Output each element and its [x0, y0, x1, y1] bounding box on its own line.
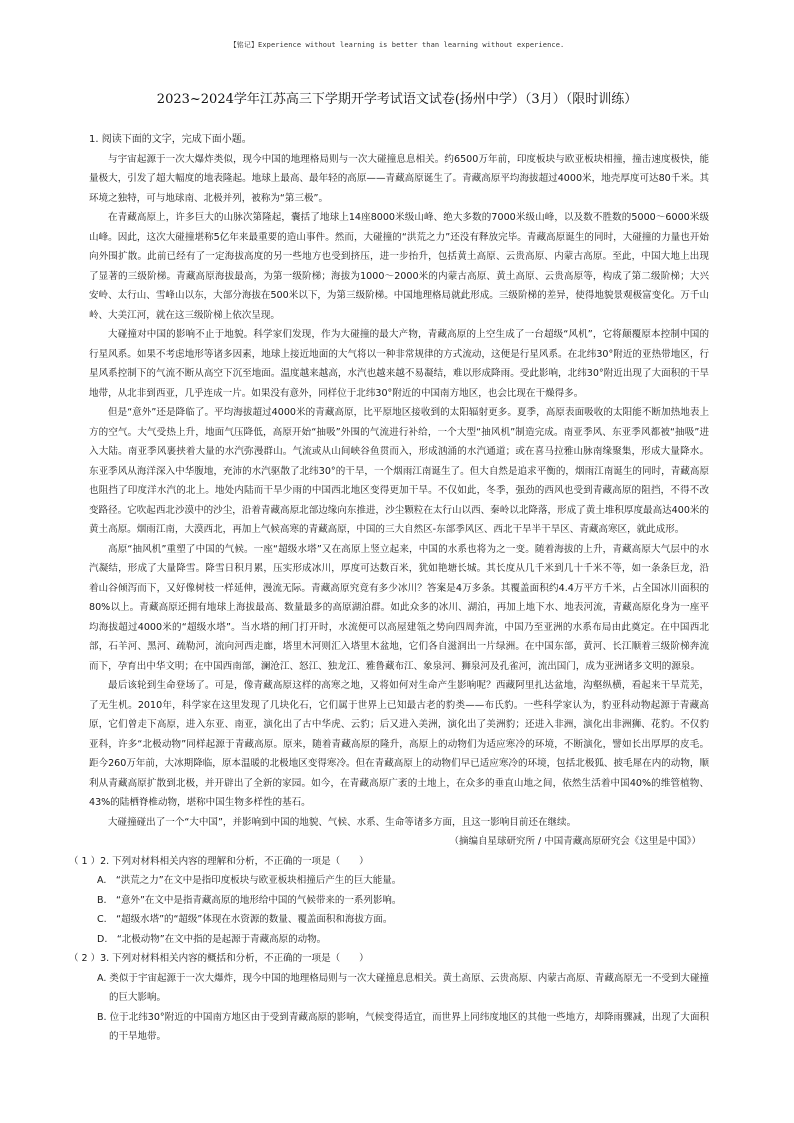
option-d[interactable]: D. “北极动物”在文中指的是起源于青藏高原的动物。: [97, 933, 327, 945]
option-list: [89, 969, 709, 1047]
passage-paragraph: 大碰撞碰出了一个“大中国”，并影响到中国的地貌、气候、水系、生命等诸多方面，且这一影响目前还在继续。: [108, 816, 577, 828]
reading-passage: [69, 130, 709, 1047]
option-a[interactable]: A. 类似于宇宙起源于一次大爆炸，现今中国的地理格局则与一次大碰撞息息相关。黄土高原、云贵高原、内蒙古高原、青藏高原无一不受到大碰撞的巨大影响。: [97, 972, 709, 1004]
subquestion: [69, 852, 709, 950]
passage-paragraph: 大碰撞对中国的影响不止于地貌。科学家们发现，作为大碰撞的最大产物，青藏高原的上空生成了一台超级“风机”，它将颠覆原本控制中国的行星风系。如果不考虑地形等诸多因素，地球上接近地面的大气将以一种非常规律的方式流动，这便是行星风系。在北纬30°附近的亚热带地区，行星风系控制下的气流不断从高空下沉至地面。温度越来越高，水汽也越来越不易凝结，难以形成降雨。受此影响，北纬30°附近出现了大面积的干旱地带，从北非到西亚，几乎连成一片。如果没有意外，同样位于北纬30°附近的中国南方地区，也会比现在干燥得多。: [89, 329, 709, 399]
page-title: 2023~2024学年江苏高三下学期开学考试语文试卷(扬州中学）（3月）（限时训练）: [156, 92, 638, 107]
passage-paragraph: 与宇宙起源于一次大爆炸类似，现今中国的地理格局则与一次大碰撞息息相关。约6500万年前，印度板块与欧亚板块相撞，撞击速度极快，能量极大，引发了超大幅度的地表隆起。地球上最高、最年轻的高原——青藏高原诞生了。青藏高原平均海拔超过4000米，地壳厚度可达80千米。其环境之独特，可与地球南、北极并列，被称为“第三极”。: [89, 153, 709, 204]
question-heading: 1. 阅读下面的文字，完成下面小题。: [89, 134, 252, 145]
option-list: [89, 871, 709, 949]
passage-source: （摘编自星球研究所 / 中国青藏高原研究会《这里是中国》）: [449, 836, 701, 848]
option-b[interactable]: B. “意外”在文中是指青藏高原的地形给中国的气候带来的一系列影响。: [97, 894, 402, 906]
subquestion: [69, 949, 709, 1047]
passage-paragraph: 在青藏高原上，许多巨大的山脉次第隆起，囊括了地球上14座8000米级山峰、绝大多数的7000米级山峰，以及数不胜数的5000～6000米级山峰。因此，这次大碰撞堪称5亿年来最重要的造山事件。然而，大碰撞的“洪荒之力”还没有释放完毕。青藏高原诞生的同时，大碰撞的力量也开始向外围扩散。此前已经有了一定海拔高度的另一些地方也受到挤压，进一步抬升，包括黄土高原、云贵高原、内蒙古高原。至此，中国大地上出现了显著的三级阶梯。青藏高原海拔最高，为第一级阶梯；海拔为1000～2000米的内蒙古高原、黄土高原、云贵高原等，构成了第二级阶梯；大兴安岭、太行山、雪峰山以东，大部分海拔在500米以下，为第三级阶梯。中国地理格局就此形成。三级阶梯的差异，使得地貌景观极富变化。万千山岭、大美江河，就在这三级阶梯上依次呈现。: [89, 212, 709, 321]
header-motto: 【铭记】Experience without learning is better than learning without experience.: [229, 41, 565, 49]
passage-paragraph: 最后该轮到生命登场了。可是，像青藏高原这样的高寒之地，又将如何对生命产生影响呢？西藏阿里扎达盆地，沟壑纵横，看起来干旱荒芜，了无生机。2010年，科学家在这里发现了几块化石，它们属于世界上已知最古老的豹类——布氏豹。一些科学家认为，豹亚科动物起源于青藏高原，它们曾走下高原，进入东亚、南亚，演化出了古中华虎、云豹；后又进入美洲，演化出了美洲豹；还进入非洲，演化出非洲狮、花豹。不仅豹亚科，许多“北极动物”同样起源于青藏高原。原来，随着青藏高原的隆升，高原上的动物们为适应寒冷的环境，不断演化，譬如长出厚厚的皮毛。距今260万年前，大冰期降临，原本温暖的北极地区变得寒冷。但在青藏高原上的动物们早已适应寒冷的环境，包括北极狐、披毛犀在内的动物，顺利从青藏高原扩散到北极，并开辟出了全新的家园。如今，在青藏高原广袤的土地上，在众多的垂直山地之间，依然生活着中国40%的维管植物、43%的陆栖脊椎动物，堪称中国生物多样性的基石。: [89, 680, 709, 809]
option-c[interactable]: C. “超级水塔”的“超级”体现在水资源的数量、覆盖面积和海拔方面。: [97, 914, 393, 926]
passage-paragraph: 高原“抽风机”重塑了中国的气候。一座“超级水塔”又在高原上竖立起来，中国的水系也将为之一变。随着海拔的上升，青藏高原大气层中的水汽凝结，形成了大量降雪。降雪日积月累，压实形成冰川，厚度可达数百米，犹如艳塘长城。其长度从几千米到几十千米不等，如一条条巨龙，沿着山谷倾泻而下，又好像树枝一样延伸，漫流无际。青藏高原究竟有多少冰川？答案是4万多条。其覆盖面积约4.4万平方千米，占全国冰川面积的80%以上。青藏高原还拥有地球上海拔最高、数量最多的高原湖泊群。如此众多的冰川、湖泊，再加上地下水、地表河流，青藏高原化身为一座平均海拔超过4000米的“超级水塔”。当水塔的闸门打开时，水流便可以高屋建瓴之势向四周奔流，中国乃至亚洲的水系布局由此奠定。在中国西北部，石羊河、黑河、疏勒河，流向河西走廊，塔里木河则汇入塔里木盆地，它们各自滋润出一片绿洲。在中国东部，黄河、长江顺着三级阶梯奔流而下，孕育出中华文明；在中国西南部，澜沧江、怒江、独龙江、雅鲁藏布江、象泉河、狮泉河及孔雀河，流出国门，成为亚洲诸多文明的源泉。: [89, 543, 709, 672]
option-b[interactable]: B. 位于北纬30°附近的中国南方地区由于受到青藏高原的影响，气候变得适宜，而世界上同纬度地区的其他一些地方，却降雨骤减，出现了大面积的干旱地带。: [97, 1011, 709, 1043]
option-a[interactable]: A. “洪荒之力”在文中是指印度板块与欧亚板块相撞后产生的巨大能量。: [97, 875, 402, 887]
subquestion-stem: （ 2 ）3. 下列对材料相关内容的概括和分析，不正确的一项是（ ）: [69, 953, 369, 965]
passage-paragraph: 但是“意外”还是降临了。平均海拔超过4000米的青藏高原，比平原地区接收到的太阳辐射更多。夏季，高原表面吸收的太阳能不断加热地表上方的空气。大气受热上升，地面气压降低，高原开始“抽吸”外围的气流进行补给，一个大型“抽风机”制造完成。南亚季风、东亚季风都被“抽吸”进入大陆。南亚季风裹挟着大量的水汽弥漫群山。气流或从山间峡谷鱼贯而入，形成汹涌的水汽通道；或在喜马拉雅山脉南缘聚集，形成大量降水。东亚季风从海洋深入中华腹地，充沛的水汽驱散了北纬30°的干旱，一个烟雨江南诞生了。但大自然是追求平衡的，烟雨江南诞生的同时，青藏高原也阻挡了印度洋水汽的北上。地处内陆而干旱少雨的中国西北地区变得更加干旱。不仅如此，冬季，强劲的西风也受到青藏高原的阻挡，不得不改变路径。它吹起西北沙漠中的沙尘，沿着青藏高原北部边缘向东推进，沙尘颗粒在太行山以西、秦岭以北降落，形成了黄土堆积厚度最高达400米的黄土高原。烟雨江南，大漠西北，再加上气候高寒的青藏高原，中国的三大自然区-东部季风区、西北干旱半干旱区、青藏高寒区，就此成形。: [89, 407, 709, 536]
subquestion-stem: （ 1 ）2. 下列对材料相关内容的理解和分析，不正确的一项是（ ）: [69, 855, 369, 867]
